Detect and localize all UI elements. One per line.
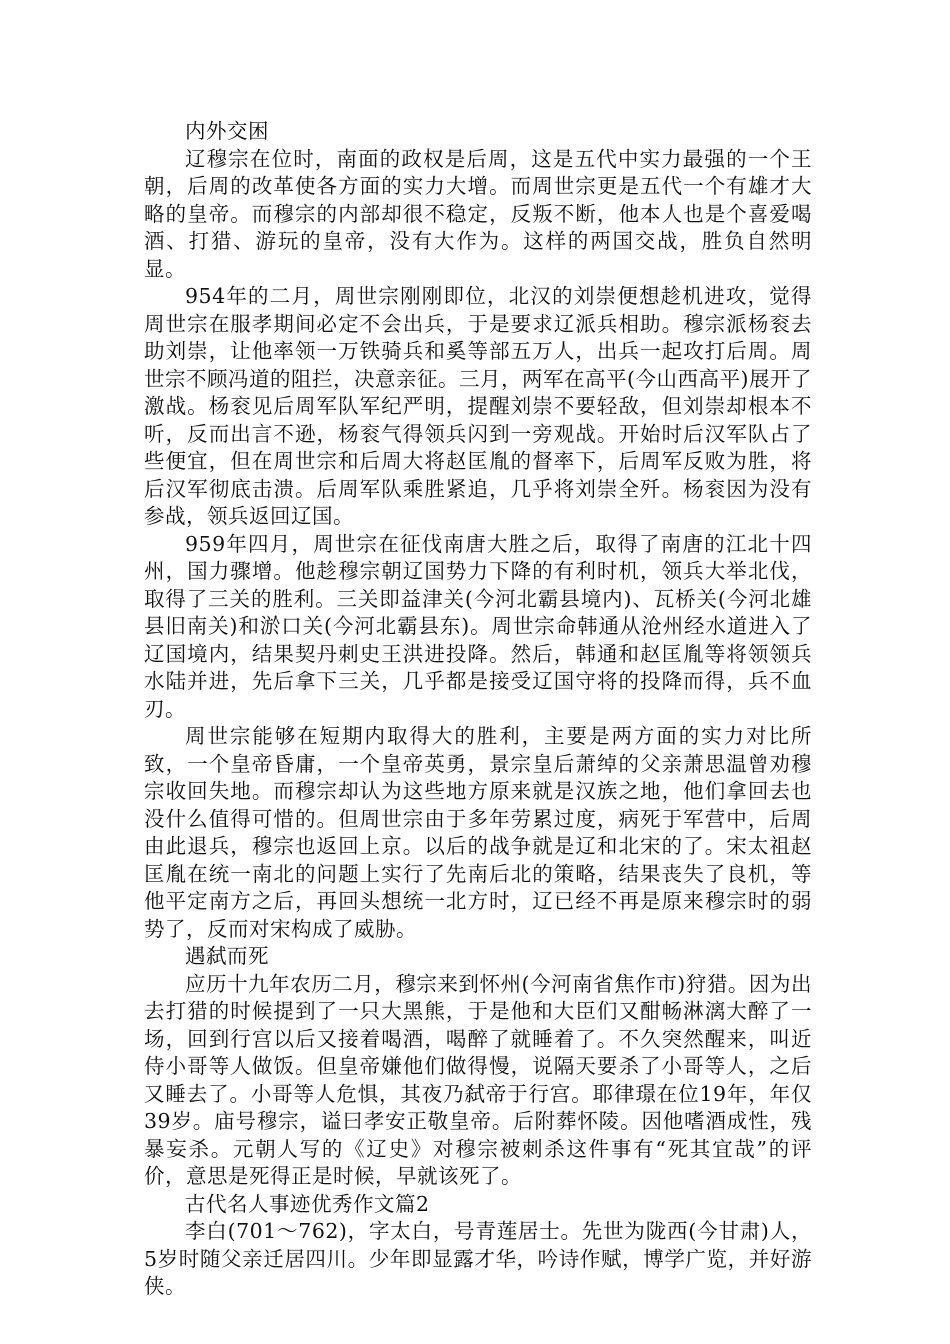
section-heading-assassination: 遇弑而死: [185, 944, 269, 968]
paragraph-battle-of-gaoping: 954年的二月，周世宗刚刚即位，北汉的刘崇便想趁机进攻，觉得周世宗在服孝期间必定不会出兵，于是要求辽派兵相助。穆宗派杨衮去助刘崇，让他率领一万铁骑兵和奚等部五万人，出兵一起攻打后周。周世宗不顾冯道的阻拦，决意亲征。三月，两军在高平(今山西高平)展开了激战。杨衮见后周军队军纪严明，提醒刘崇不要轻敌，但刘崇却根本不听，反而出言不逊，杨衮气得领兵闪到一旁观战。开始时后汉军队占了些便宜，但在周世宗和后周大将赵匡胤的督率下，后周军反败为胜，将后汉军彻底击溃。后周军队乘胜紧追，几乎将刘崇全歼。杨衮因为没有参战，领兵返回辽国。: [144, 284, 812, 528]
paragraph-three-passes: 959年四月，周世宗在征伐南唐大胜之后，取得了南唐的江北十四州，国力骤增。他趁穆宗朝辽国势力下降的有利时机，领兵大举北伐，取得了三关的胜利。三关即益津关(今河北霸县境内)、瓦桥关(今河北雄县旧南关)和淤口关(今河北霸县东)。周世宗命韩通从沧州经水道进入了辽国境内，结果契丹刺史王洪进投降。然后，韩通和赵匡胤等将领领兵水陆并进，先后拿下三关，几乎都是接受辽国守将的投降而得，兵不血刃。: [144, 531, 812, 721]
paragraph-assassination: 应历十九年农历二月，穆宗来到怀州(今河南省焦作市)狩猎。因为出去打猎的时候提到了一只大黑熊，于是他和大臣们又酣畅淋漓大醉了一场，回到行宫以后又接着喝酒，喝醉了就睡着了。不久突然醒来，叫近侍小哥等人做饭。但皇帝嫌他们做得慢，说隔天要杀了小哥等人，之后又睡去了。小哥等人危惧，其夜乃弑帝于行宫。耶律璟在位19年，年仅39岁。庙号穆宗，谥曰孝安正敬皇帝。后附葬怀陵。因他嗜酒成性，残暴妄杀。元朝人写的《辽史》对穆宗被刺杀这件事有“死其宜哉”的评价，意思是死得正是时候，早就该死了。: [144, 971, 812, 1188]
paragraph-later-zhou-context: 辽穆宗在位时，南面的政权是后周，这是五代中实力最强的一个王朝，后周的改革使各方面的实力大增。而周世宗更是五代一个有雄才大略的皇帝。而穆宗的内部却很不稳定，反叛不断，他本人也是个喜爱喝酒、打猎、游玩的皇帝，没有大作为。这样的两国交战，胜负自然明显。: [144, 146, 812, 281]
paragraph-li-bai: 李白(701～762)，字太白，号青莲居士。先世为陇西(今甘肃)人，5岁时随父亲迁居四川。少年即显露才华，吟诗作赋，博学广览，并好游侠。: [144, 1219, 812, 1298]
section-heading-essay-2: 古代名人事迹优秀作文篇2: [185, 1191, 430, 1216]
paragraph-victory-analysis: 周世宗能够在短期内取得大的胜利，主要是两方面的实力对比所致，一个皇帝昏庸，一个皇帝英勇，景宗皇后萧绰的父亲萧思温曾劝穆宗收回失地。而穆宗却认为这些地方原来就是汉族之地，他们拿回去也没什么值得可惜的。但周世宗由于多年劳累过度，病死于军营中，后周由此退兵，穆宗也返回上京。以后的战争就是辽和北宋的了。宋太祖赵匡胤在统一南北的问题上实行了先南后北的策略，结果丧失了良机，等他平定南方之后，再回头想统一北方时，辽已经不再是原来穆宗时的弱势了，反而对宋构成了威胁。: [144, 724, 812, 941]
section-heading-internal-external-troubles: 内外交困: [185, 119, 269, 143]
document-body: [144, 118, 812, 1301]
